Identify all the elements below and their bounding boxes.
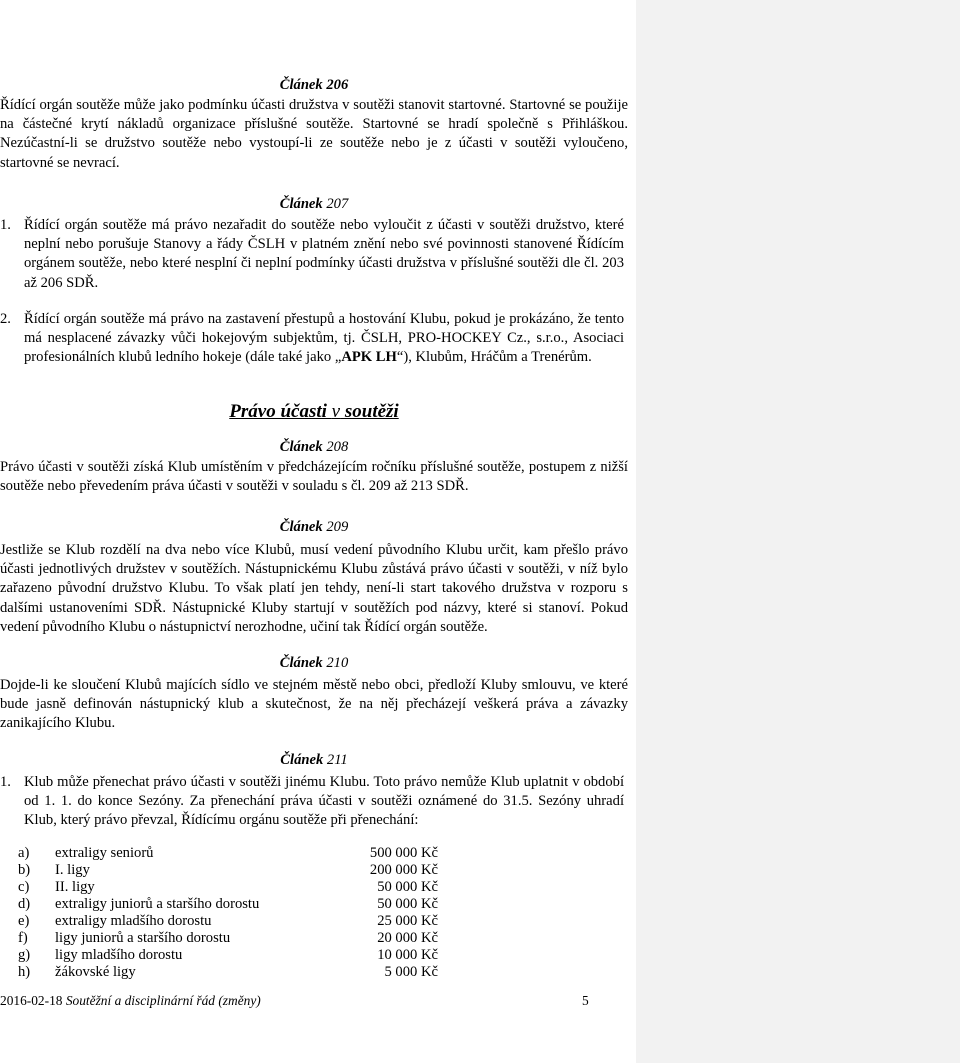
fee-letter: b): [18, 862, 31, 878]
article-207-heading: [0, 195, 628, 214]
fee-letter: a): [18, 845, 30, 861]
fee-label: extraligy mladšího dorostu: [55, 913, 212, 929]
paragraph-text: Klub může přenechat právo účasti v soutěži jinému Klubu. Toto právo nemůže Klub uplatnit v období od 1. 1. do konce Sezóny. Za přenechání práva účasti v soutěži oznámené do 31.5. Sezóny uhradí Klub, který právo převzal, Řídícímu orgánu soutěže při přenechání:: [24, 774, 624, 829]
article-211-heading: [0, 751, 628, 770]
fee-row: [18, 862, 438, 879]
section-title-part-3: soutěži: [340, 401, 399, 422]
article-209-heading-number: 209: [326, 519, 349, 535]
fee-row: [18, 896, 438, 913]
fee-row: [18, 964, 438, 981]
fee-letter: g): [18, 947, 31, 963]
article-210-heading-word: Článek: [279, 655, 327, 671]
fee-letter: e): [18, 913, 30, 929]
fee-label: I. ligy: [55, 862, 90, 878]
apk-lh-abbreviation: APK LH: [341, 349, 397, 366]
comment-margin-pane: [636, 0, 960, 1063]
fee-amount: 20 000 Kč: [377, 930, 438, 946]
footer-date: 2016-02-18: [0, 993, 66, 1008]
paragraph-number: 1.: [0, 774, 11, 790]
paragraph-text-part-1: Řídící orgán soutěže má právo na zastavení přestupů a hostování Klubu, pokud je prokázáno, že tento má nesplacené závazky vůči hokejovým subjektům, tj. ČSLH, PRO-HOCKEY Cz., s.r.o., Asociaci profesionálních klubů ledního hokeje (dále také jako „: [24, 311, 624, 366]
section-title-part-2: v: [331, 401, 341, 422]
fee-row: [18, 913, 438, 930]
fee-label: ligy mladšího dorostu: [55, 947, 183, 963]
footer-document-title: Soutěžní a disciplinární řád (změny): [65, 993, 261, 1008]
article-206-text: Řídící orgán soutěže může jako podmínku účasti družstva v soutěži stanovit startovné. Startovné se použije na částečné krytí nákladů organizace příslušné soutěže. Startovné se hradí společně s Přihláškou. Nezúčastní-li se družstvo soutěže nebo vystoupí-li ze soutěže nebo je z účasti v soutěži vyloučeno, startovné se nevrací.: [0, 97, 628, 171]
section-title: [0, 402, 628, 421]
fee-label: extraligy juniorů a staršího dorostu: [55, 896, 260, 912]
fee-letter: d): [18, 896, 31, 912]
article-209-heading: [0, 518, 628, 537]
fee-row: [18, 879, 438, 896]
article-211-heading-word: Článek: [280, 752, 327, 768]
article-210-text: Dojde-li ke sloučení Klubů majících sídlo ve stejném městě nebo obci, předloží Kluby smlouvu, ve které bude jasně definován nástupnický klub a skutečnost, že na něj přecházejí veškerá práva a závazky zanikajícího Klubu.: [0, 677, 628, 732]
paragraph-text: [24, 310, 624, 368]
fee-letter: f): [18, 930, 28, 946]
fee-label: žákovské ligy: [55, 964, 136, 980]
fee-label: II. ligy: [55, 879, 95, 895]
paragraph-number: 2.: [0, 311, 11, 327]
fee-label: extraligy seniorů: [55, 845, 154, 861]
article-208-text: Právo účasti v soutěži získá Klub umístěním v předcházejícím ročníku příslušné soutěže, postupem z nižší soutěže nebo převedením práva účasti v soutěži v souladu s čl. 209 až 213 SDŘ.: [0, 459, 628, 495]
fee-amount: 500 000 Kč: [369, 845, 438, 861]
fee-row: [18, 845, 438, 862]
paragraph-text-part-2: “), Klubům, Hráčům a Trenérům.: [396, 349, 592, 366]
fee-label: ligy juniorů a staršího dorostu: [55, 930, 231, 946]
fee-amount: 5 000 Kč: [384, 964, 438, 980]
fee-row: [18, 947, 438, 964]
article-208-heading: [0, 438, 628, 457]
page-footer: [0, 992, 600, 1010]
fee-amount: 200 000 Kč: [369, 862, 438, 878]
article-210-heading: [0, 654, 628, 673]
fee-row: [18, 930, 438, 947]
page-number: 5: [582, 993, 589, 1008]
section-title-part-1: Právo účasti: [229, 401, 332, 422]
article-208-heading-number: 208: [326, 439, 349, 455]
fee-letter: c): [18, 879, 30, 895]
article-208-heading-word: Článek: [279, 439, 327, 455]
fee-letter: h): [18, 964, 31, 980]
article-209-heading-word: Článek: [279, 519, 327, 535]
fee-amount: 50 000 Kč: [377, 879, 438, 895]
article-210-heading-number: 210: [326, 655, 349, 671]
article-207-heading-number: 207: [326, 196, 349, 212]
paragraph-number: 1.: [0, 217, 11, 233]
article-207-heading-word: Článek: [279, 196, 327, 212]
fee-amount: 50 000 Kč: [377, 896, 438, 912]
article-206-heading: Článek 206: [279, 77, 349, 93]
article-211-heading-number: 211: [326, 752, 348, 768]
fee-amount: 10 000 Kč: [377, 947, 438, 963]
paragraph-text: Řídící orgán soutěže má právo nezařadit do soutěže nebo vyloučit z účasti v soutěži družstvo, které neplní nebo porušuje Stanovy a řády ČSLH v platném znění nebo své povinnosti stanovené Řídícím orgánem soutěže, nebo které nesplní či neplní podmínky účasti družstva v příslušné soutěži dle čl. 203 až 206 SDŘ.: [24, 217, 624, 291]
article-209-text: Jestliže se Klub rozdělí na dva nebo více Klubů, musí vedení původního Klubu určit, kam přešlo právo účasti jednotlivých družstev v soutěžích. Nástupnickému Klubu zůstává právo účasti v soutěži, v níž bylo zařazeno původní družstvo Klubu. To však platí jen tehdy, není-li start takového družstva v rozporu s dalšími ustanoveními SDŘ. Nástupnické Kluby startují v soutěžích pod názvy, které si stanoví. Pokud vedení původního Klubu o nástupnictví nerozhodne, učiní tak Řídící orgán soutěže.: [0, 542, 628, 635]
fee-amount: 25 000 Kč: [377, 913, 438, 929]
